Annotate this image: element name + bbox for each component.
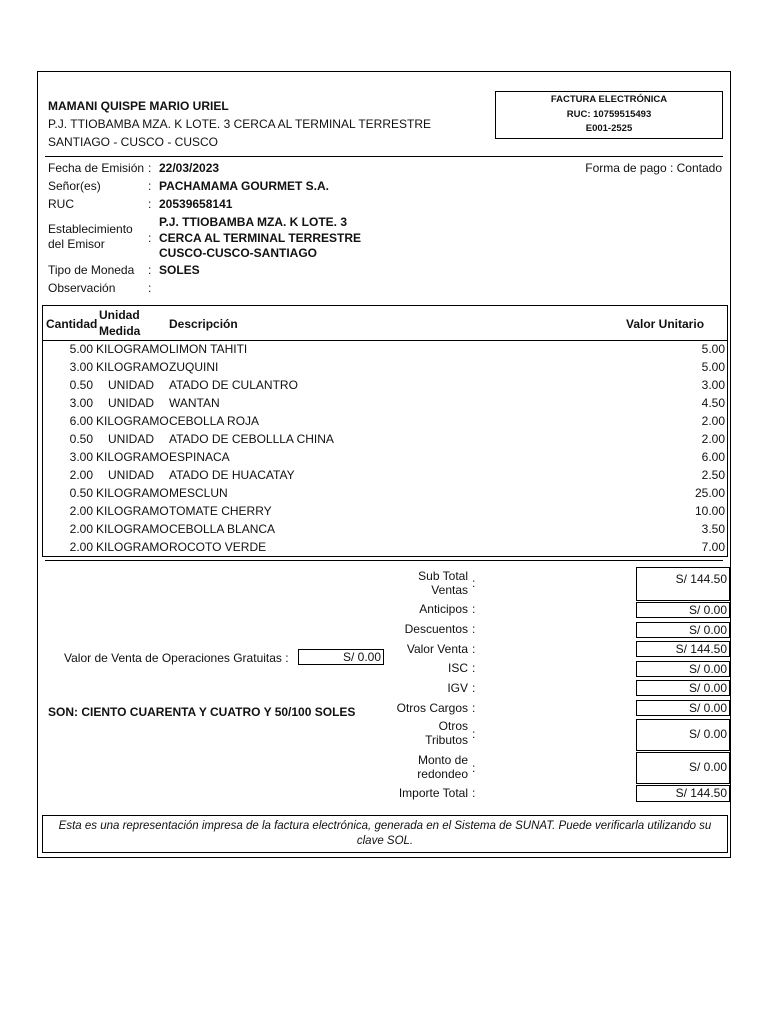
row-unit-value: 6.00 [701, 450, 725, 464]
header-cantidad: Cantidad [46, 317, 98, 331]
row-unit-value: 5.00 [701, 360, 725, 374]
row-unit: KILOGRAMO [96, 450, 169, 464]
otros-cargos-colon: : [472, 701, 476, 715]
subtotal-value: S/ 144.50 [636, 567, 730, 601]
importe-total-colon: : [472, 786, 476, 800]
establecimiento-colon: : [148, 231, 152, 245]
valor-venta-label: Valor Venta [406, 642, 468, 656]
observacion-label: Observación [48, 281, 116, 295]
row-description: ATADO DE HUACATAY [169, 468, 295, 482]
row-quantity: 5.00 [69, 342, 93, 356]
row-description: ESPINACA [169, 450, 230, 464]
table-row [43, 378, 727, 396]
igv-label: IGV [447, 681, 468, 695]
redondeo-label [328, 753, 468, 781]
row-quantity: 3.00 [69, 396, 93, 410]
forma-pago: Forma de pago : Contado [585, 161, 722, 175]
header-unidad-1: Unidad [99, 308, 140, 322]
table-row [43, 468, 727, 486]
row-quantity: 2.00 [69, 522, 93, 536]
row-unit: KILOGRAMO [96, 522, 169, 536]
divider [45, 156, 723, 157]
row-unit: UNIDAD [107, 432, 154, 446]
otros-tributos-colon: : [472, 727, 476, 741]
redondeo-label-line1: Monto de [417, 753, 468, 767]
ruc-label: RUC [48, 197, 74, 211]
row-description: ROCOTO VERDE [169, 540, 267, 554]
observacion-colon: : [148, 281, 152, 295]
table-row [43, 396, 727, 414]
issuer-name: MAMANI QUISPE MARIO URIEL [48, 99, 229, 113]
header-valor-unitario: Valor Unitario [626, 317, 705, 331]
invoice-page [37, 71, 731, 858]
otros-tributos-value: S/ 0.00 [636, 719, 730, 751]
table-row [43, 432, 727, 450]
footer-line2: clave SOL. [356, 835, 414, 847]
igv-colon: : [472, 681, 476, 695]
otros-cargos-label: Otros Cargos [396, 701, 468, 715]
anticipos-label: Anticipos [419, 602, 468, 616]
row-description: CEBOLLA BLANCA [169, 522, 276, 536]
fecha-colon: : [148, 161, 152, 175]
row-unit: UNIDAD [107, 468, 154, 482]
importe-total-label: Importe Total [398, 786, 468, 800]
anticipos-colon: : [472, 602, 476, 616]
row-description: ZUQUINI [169, 360, 219, 374]
senor-label: Señor(es) [48, 179, 101, 193]
row-unit: KILOGRAMO [96, 414, 169, 428]
establecimiento-label-2: del Emisor [48, 237, 105, 251]
otros-tributos-label [328, 719, 468, 747]
row-unit: KILOGRAMO [96, 486, 169, 500]
ruc-value: 20539658141 [159, 197, 233, 211]
table-row [43, 360, 727, 378]
row-description: ATADO DE CULANTRO [169, 378, 298, 392]
otros-tributos-label-line2: Tributos [425, 733, 468, 747]
row-quantity: 2.00 [69, 504, 93, 518]
fecha-value: 22/03/2023 [159, 161, 220, 175]
moneda-label: Tipo de Moneda [48, 263, 135, 277]
ruc-colon: : [148, 197, 152, 211]
row-description: ATADO DE CEBOLLLA CHINA [169, 432, 334, 446]
row-unit-value: 3.50 [701, 522, 725, 536]
igv-value: S/ 0.00 [636, 680, 730, 696]
row-quantity: 2.00 [69, 540, 93, 554]
row-quantity: 6.00 [69, 414, 93, 428]
establecimiento-value-3: CUSCO-CUSCO-SANTIAGO [159, 246, 317, 260]
row-quantity: 3.00 [69, 360, 93, 374]
establecimiento-label-1: Establecimiento [48, 222, 133, 236]
descuentos-label: Descuentos [404, 622, 468, 636]
valor-venta-value: S/ 144.50 [636, 641, 730, 657]
row-unit-value: 25.00 [694, 486, 725, 500]
valor-venta-colon: : [472, 642, 476, 656]
row-unit-value: 2.00 [701, 432, 725, 446]
sunat-footer-note [42, 815, 728, 853]
row-unit: KILOGRAMO [96, 540, 169, 554]
issuer-address-line2: SANTIAGO - CUSCO - CUSCO [48, 135, 219, 149]
document-number: E001-2525 [585, 123, 633, 134]
row-quantity: 3.00 [69, 450, 93, 464]
items-table [42, 305, 728, 557]
row-unit-value: 2.50 [701, 468, 725, 482]
subtotal-label-line2: Ventas [431, 583, 468, 597]
row-quantity: 0.50 [69, 432, 93, 446]
row-unit: UNIDAD [107, 396, 154, 410]
row-description: TOMATE CHERRY [169, 504, 272, 518]
row-quantity: 0.50 [69, 378, 93, 392]
row-unit: KILOGRAMO [96, 360, 169, 374]
header-divider [43, 340, 727, 341]
row-unit: UNIDAD [107, 378, 154, 392]
document-title: FACTURA ELECTRÓNICA [550, 94, 668, 105]
table-row [43, 540, 727, 558]
document-type-box [495, 91, 723, 139]
row-description: WANTAN [169, 396, 220, 410]
gratuitas-value: S/ 0.00 [298, 649, 384, 665]
subtotal-colon: : [472, 576, 476, 590]
table-row [43, 522, 727, 540]
table-row [43, 414, 727, 432]
issuer-address-line1: P.J. TTIOBAMBA MZA. K LOTE. 3 CERCA AL TERMINAL TERRESTRE [48, 117, 431, 131]
row-unit: KILOGRAMO [96, 504, 169, 518]
anticipos-value: S/ 0.00 [636, 602, 730, 618]
header-unidad-2: Medida [99, 324, 141, 338]
divider [45, 560, 723, 561]
otros-cargos-value: S/ 0.00 [636, 700, 730, 716]
moneda-colon: : [148, 263, 152, 277]
establecimiento-value-2: CERCA AL TERMINAL TERRESTRE [159, 231, 362, 245]
subtotal-label-line1: Sub Total [418, 569, 468, 583]
senor-value: PACHAMAMA GOURMET S.A. [159, 179, 329, 193]
row-unit-value: 5.00 [701, 342, 725, 356]
row-quantity: 0.50 [69, 486, 93, 500]
son-amount-in-words: SON: CIENTO CUARENTA Y CUATRO Y 50/100 SOLES [48, 705, 356, 719]
senor-colon: : [148, 179, 152, 193]
isc-label: ISC [447, 661, 468, 675]
redondeo-value: S/ 0.00 [636, 752, 730, 784]
footer-line1: Esta es una representación impresa de la factura electrónica, generada en el Sistema de SUNAT. Puede verificarla utilizando su [58, 820, 712, 832]
row-unit-value: 3.00 [701, 378, 725, 392]
row-unit-value: 2.00 [701, 414, 725, 428]
document-ruc: RUC: 10759515493 [566, 108, 652, 120]
establecimiento-value-1: P.J. TTIOBAMBA MZA. K LOTE. 3 [159, 215, 348, 229]
descuentos-value: S/ 0.00 [636, 622, 730, 638]
subtotal-label [328, 569, 468, 597]
importe-total-value: S/ 144.50 [636, 785, 730, 802]
row-unit: KILOGRAMO [96, 342, 169, 356]
isc-colon: : [472, 661, 476, 675]
isc-value: S/ 0.00 [636, 661, 730, 677]
table-row [43, 504, 727, 522]
otros-tributos-label-line1: Otros [438, 719, 468, 733]
redondeo-colon: : [472, 761, 476, 775]
fecha-label: Fecha de Emisión [48, 161, 145, 175]
gratuitas-label: Valor de Venta de Operaciones Gratuitas : [64, 651, 289, 665]
redondeo-label-line2: redondeo [417, 767, 468, 781]
row-description: LIMON TAHITI [169, 342, 248, 356]
table-row [43, 342, 727, 360]
row-quantity: 2.00 [69, 468, 93, 482]
moneda-value: SOLES [159, 263, 200, 277]
descuentos-colon: : [472, 622, 476, 636]
row-unit-value: 7.00 [701, 540, 725, 554]
row-unit-value: 10.00 [694, 504, 725, 518]
row-description: CEBOLLA ROJA [169, 414, 260, 428]
header-descripcion: Descripción [169, 317, 238, 331]
row-unit-value: 4.50 [701, 396, 725, 410]
table-row [43, 450, 727, 468]
table-row [43, 486, 727, 504]
row-description: MESCLUN [169, 486, 228, 500]
